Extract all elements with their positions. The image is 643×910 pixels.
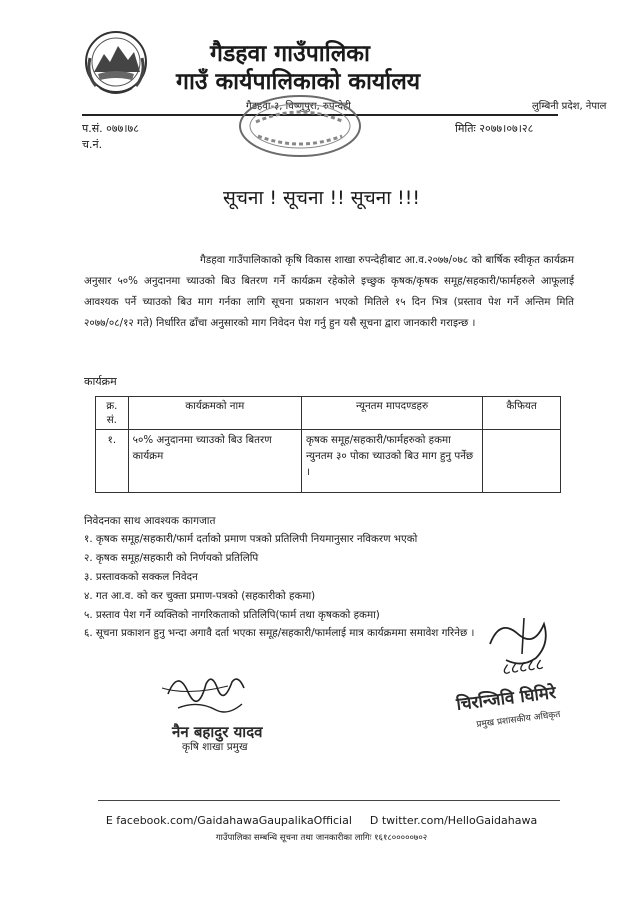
footer-links bbox=[0, 814, 643, 827]
program-label: कार्यक्रम bbox=[84, 375, 117, 388]
twitter-link[interactable]: D twitter.com/HelloGaidahawa bbox=[369, 814, 538, 827]
table-header: कार्यक्रमको नाम bbox=[128, 397, 301, 430]
list-item: १. कृषक समूह/सहकारी/फार्म दर्ताको प्रमाण पत्रको प्रतिलिपी नियमानुसार नविकरण भएको bbox=[84, 533, 418, 545]
issue-date: मितिः २०७७।०७।२८ bbox=[455, 122, 534, 135]
org-name: गैडहवा गाउँपालिका bbox=[210, 41, 370, 67]
reference-number: प.सं. ०७७।७८ bbox=[82, 122, 139, 135]
table-cell: ५०% अनुदानमा च्याउको बिउ बितरण कार्यक्रम bbox=[128, 430, 301, 493]
list-item: ६. सूचना प्रकाशन हुनु भन्दा अगावै दर्ता भएका समूह/सहकारी/फार्मलाई मात्र कार्यक्रममा समावेश गरिनेछ । bbox=[84, 627, 475, 639]
table-cell: १. bbox=[96, 430, 129, 493]
table-header: क्र. सं. bbox=[96, 397, 129, 430]
list-item: ४. गत आ.व. को कर चुक्ता प्रमाण-पत्रको (सहकारीको हकमा) bbox=[84, 590, 316, 602]
office-address: गैडहवा-३, विष्णुपुरा, रुपन्देही bbox=[246, 101, 351, 112]
notice-body-text: गैडहवा गाउँपालिकाको कृषि विकास शाखा रुपन्देहीबाट आ.व.२०७७/०७८ को बार्षिक स्वीकृत कार्यक्रम अनुसार ५०% अनुदानमा च्याउको बिउ बितरण गर्ने कार्यक्रम रहेकोले इच्छुक कृषक/कृषक समूह/सहकारी/फार्महरुले आफूलाई आवश्यक पर्ने च्याउको बिउ माग गर्नका लागि सूचना प्रकाशन भएको मितिले १५ दिन भित्र (प्रस्ताव पेश गर्ने अन्तिम मिति २०७७/०८/१२ गते) निर्धारित ढाँचा अनुसारको माग निवेदन पेश गर्नु हुन यसै सूचना द्वारा जानकारी गराइन्छ । bbox=[84, 254, 574, 329]
dispatch-number: च.नं. bbox=[82, 138, 103, 151]
signatory-left-name: नैन बहादुर यादव bbox=[172, 723, 263, 741]
signatory-right-name: चिरन्जिवि घिमिरे bbox=[455, 682, 558, 716]
office-name: गाउँ कार्यपालिकाको कार्यालय bbox=[176, 69, 421, 95]
program-table bbox=[95, 396, 561, 493]
notice-body bbox=[84, 250, 574, 334]
table-cell: कृषक समूह/सहकारी/फार्महरुको हकमा न्युनतम ३० पोका च्याउको बिउ माग हुनु पर्नेछ । bbox=[301, 430, 482, 493]
table-row bbox=[96, 430, 561, 493]
table-cell bbox=[483, 430, 561, 493]
signature-left-icon bbox=[158, 664, 288, 726]
footer-note: गाउँपालिका सम्बन्धि सूचना तथा जानकारीका लागिः १६१८०००००७०२ bbox=[215, 833, 428, 843]
signatory-right-number: ८८८८८ bbox=[500, 654, 545, 679]
footer-divider bbox=[98, 800, 560, 801]
signatory-left-title: कृषि शाखा प्रमुख bbox=[182, 741, 248, 753]
signatory-right-title: प्रमुख प्रशासकीय अधिकृत bbox=[475, 709, 561, 731]
facebook-link[interactable]: E facebook.com/GaidahawaGaupalikaOfficial bbox=[105, 814, 352, 827]
nepal-emblem-icon bbox=[82, 28, 150, 100]
notice-title: सूचना ! सूचना !! सूचना !!! bbox=[222, 187, 421, 209]
list-item: ५. प्रस्ताव पेश गर्ने व्यक्तिको नागरिकताको प्रतिलिपि(फार्म तथा कृषकको हकमा) bbox=[84, 609, 380, 621]
table-header-row bbox=[96, 397, 561, 430]
table-header: कैफियत bbox=[483, 397, 561, 430]
province-label: लुम्बिनी प्रदेश, नेपाल bbox=[532, 101, 607, 112]
table-header: न्यूनतम मापदण्डहरु bbox=[301, 397, 482, 430]
list-item: ३. प्रस्तावकको सक्कल निवेदन bbox=[84, 571, 198, 583]
list-item: २. कृषक समूह/सहकारी को निर्णयको प्रतिलिपि bbox=[84, 552, 259, 564]
office-stamp-icon bbox=[236, 92, 364, 160]
documents-label: निवेदनका साथ आवश्यक कागजात bbox=[84, 515, 216, 527]
